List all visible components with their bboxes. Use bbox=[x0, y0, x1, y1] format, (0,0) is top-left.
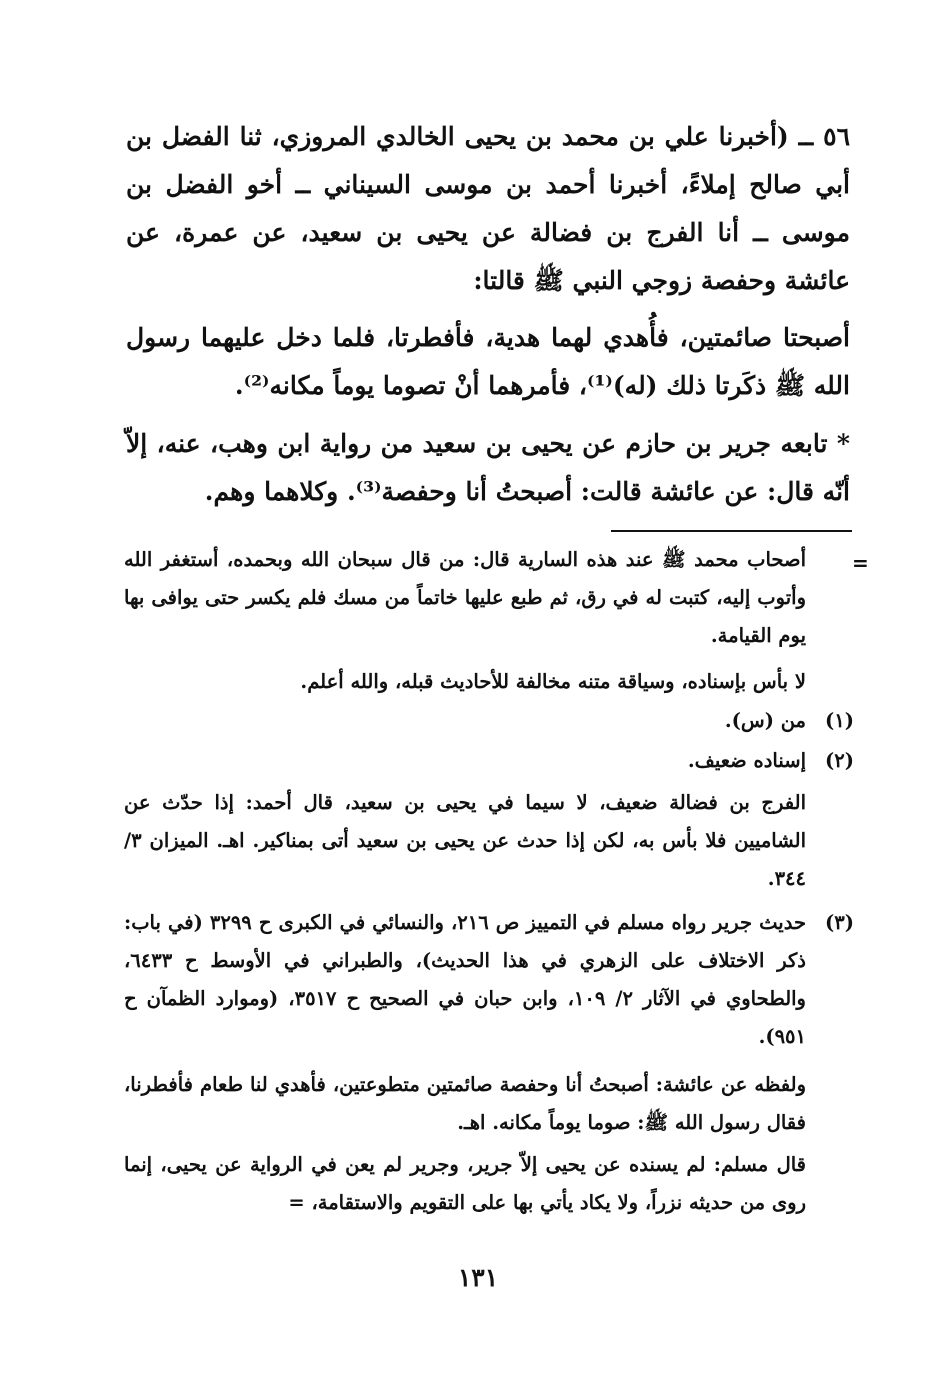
footnote-3-muslim: قال مسلم: لم يسنده عن يحيى إلاّ جرير، وجرير لم يعن في الرواية عن يحيى، إنما روى من حديثه نزراً، ولا يكاد يأتي بها على التقويم والاستقامة، = bbox=[124, 1153, 806, 1214]
continued-footnote-note: لا بأس بإسناده، وسياقة متنه مخالفة للأحاديث قبله، والله أعلم. bbox=[300, 670, 806, 693]
footnote-3-wording: ولفظه عن عائشة: أصبحتُ أنا وحفصة صائمتين متطوعتين، فأهدي لنا طعام فأفطرنا، فقال رسول الله ﷺ: صوما يوماً مكانه. اهـ. bbox=[124, 1073, 806, 1134]
footnote-3-number: (٣) bbox=[825, 911, 854, 934]
footnote-1-number: (١) bbox=[825, 709, 854, 732]
follow-up-note: * تابعه جرير بن حازم عن يحيى بن سعيد من رواية ابن وهب، عنه، إلاّ أنّه قال: عن عائشة قالت: أصبحتُ أنا وحفصة⁽³⁾. وكلاهما وهم. bbox=[126, 429, 850, 506]
footnote-1-text: من (س). bbox=[724, 709, 806, 732]
footnote-separator bbox=[611, 530, 852, 532]
footnote-2-number: (٢) bbox=[825, 749, 854, 772]
footnote-2-text: إسناده ضعيف. bbox=[687, 749, 806, 772]
hadith-56-isnad: ٥٦ ــ (أخبرنا علي بن محمد بن يحيى الخالدي المروزي، ثنا الفضل بن أبي صالح إملاءً، أخبرنا أحمد بن موسى السيناني ــ أخو الفضل بن موسى ــ أنا الفرج بن فضالة عن يحيى بن سعيد، عن عمرة، عن عائشة وحفصة زوجي النبي ﷺ قالتا: bbox=[126, 122, 850, 295]
footnote-3-text: حديث جرير رواه مسلم في التمييز ص ٢١٦، والنسائي في الكبرى ح ٣٢٩٩ (في باب: ذكر الاختلاف على الزهري في هذا الحديث)، والطبراني في الأوسط ح ٦٤٣٣، والطحاوي في الآثار ٢/ ١٠٩، وابن حبان في الصحيح ح ٣٥١٧، (وموارد الظمآن ح ٩٥١). bbox=[124, 911, 806, 1048]
footnote-continuation-mark: = bbox=[852, 551, 869, 575]
continued-footnote: أصحاب محمد ﷺ عند هذه السارية قال: من قال سبحان الله وبحمده، أستغفر الله وأتوب إليه، كتبت له في رق، ثم طبع عليها خاتماً من مسك فلم يكسر حتى يوافى بها يوم القيامة. bbox=[124, 548, 806, 647]
footnote-2-detail: الفرج بن فضالة ضعيف، لا سيما في يحيى بن سعيد، قال أحمد: إذا حدّث عن الشاميين فلا بأس به، لكن إذا حدث عن يحيى بن سعيد أتى بمناكير. اهـ. الميزان ٣/ ٣٤٤. bbox=[124, 791, 806, 890]
page-number: ١٣١ bbox=[457, 1263, 499, 1292]
hadith-56-text: أصبحتا صائمتين، فأُهدي لهما هدية، فأفطرتا، فلما دخل عليهما رسول الله ﷺ ذكَرتا ذلك (له)⁽¹⁾، فأمرهما أنْ تصوما يوماً مكانه⁽²⁾. bbox=[126, 323, 850, 400]
